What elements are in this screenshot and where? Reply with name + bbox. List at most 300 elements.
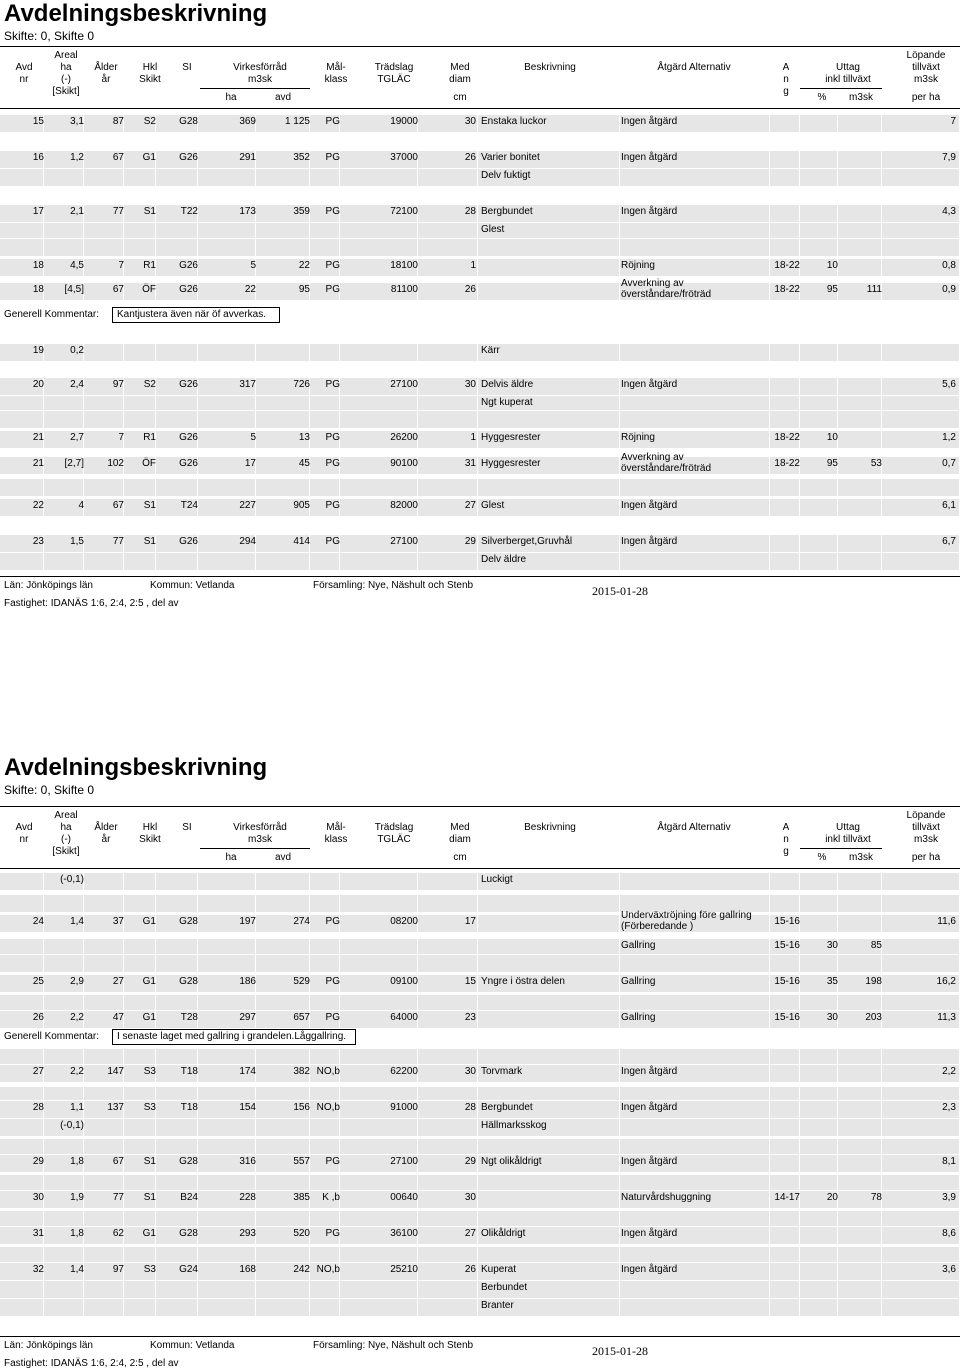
cell-areal: 1,1 xyxy=(70,1102,84,1113)
grid-divider xyxy=(881,1281,882,1299)
grid-divider xyxy=(255,895,256,913)
cell-alder: 147 xyxy=(107,1066,124,1077)
grid-divider xyxy=(339,239,340,257)
cell-atg2: Gallring xyxy=(621,940,656,951)
grid-divider xyxy=(123,344,124,362)
grid-divider xyxy=(477,151,478,169)
cell-diam: 30 xyxy=(464,1066,476,1077)
cell-atg: Ingen åtgärd xyxy=(621,1228,678,1239)
cell-hkl: ÖF xyxy=(142,284,156,295)
cell-avd: 22 xyxy=(32,500,44,511)
cell-atg: Avverkning av överståndare/fröträd xyxy=(621,452,712,474)
grid-divider xyxy=(799,1065,800,1083)
header-lopande: Löpande tillväxt m3sk xyxy=(906,50,946,85)
grid-divider xyxy=(155,895,156,913)
grid-divider xyxy=(769,873,770,891)
header-uttag: Uttag inkl tillväxt xyxy=(825,822,871,845)
cell-pct: 20 xyxy=(826,1192,838,1203)
grid-divider xyxy=(769,344,770,362)
cell-si: G26 xyxy=(179,536,198,547)
cell-diam: 28 xyxy=(464,206,476,217)
grid-divider xyxy=(799,1119,800,1137)
cell-si: G26 xyxy=(179,379,198,390)
cell-si: G26 xyxy=(179,458,198,469)
grid-divider xyxy=(769,1299,770,1317)
header-avd-nr: Avd nr xyxy=(15,822,33,845)
cell-hkl: S2 xyxy=(143,116,156,127)
cell-lop: 3,9 xyxy=(942,1192,956,1203)
cell-hkl: S1 xyxy=(143,536,156,547)
cell-vha: 297 xyxy=(239,1012,256,1023)
cell-avd: 24 xyxy=(32,916,44,927)
cell-alder: 87 xyxy=(112,116,124,127)
header-med-diam: Med diam xyxy=(449,62,471,85)
cell-alder: 7 xyxy=(118,432,124,443)
cell-alder: 62 xyxy=(112,1228,124,1239)
cell-vha: 174 xyxy=(239,1066,256,1077)
grid-divider xyxy=(309,955,310,973)
cell-trad: 62200 xyxy=(390,1066,418,1077)
row-band xyxy=(0,552,960,570)
cell-trad: 82000 xyxy=(390,500,418,511)
cell-besk: Silverberget,Gruvhål xyxy=(481,536,573,547)
cell-besk: Yngre i östra delen xyxy=(481,976,565,987)
grid-divider xyxy=(799,1281,800,1299)
header-tradslag: Trädslag TGLÄC xyxy=(374,822,414,845)
grid-divider xyxy=(255,873,256,891)
grid-divider xyxy=(43,169,44,187)
cell-diam: 1 xyxy=(470,432,476,443)
cell-lop: 6,1 xyxy=(942,500,956,511)
grid-divider xyxy=(477,1101,478,1119)
grid-divider xyxy=(619,411,620,429)
cell-alder: 77 xyxy=(112,1192,124,1203)
grid-divider xyxy=(619,1191,620,1209)
grid-divider xyxy=(417,955,418,973)
header-hkl-skikt: Hkl Skikt xyxy=(139,822,161,845)
grid-divider xyxy=(155,169,156,187)
cell-diam: 26 xyxy=(464,284,476,295)
footer-forsamling: Församling: Nye, Näshult och Stenb xyxy=(313,580,474,591)
cell-hkl: G1 xyxy=(142,1228,156,1239)
grid-divider xyxy=(769,239,770,257)
grid-divider xyxy=(477,895,478,913)
cell-mal: PG xyxy=(325,152,340,163)
grid-divider xyxy=(339,1281,340,1299)
grid-divider xyxy=(417,895,418,913)
cell-diam: 17 xyxy=(464,916,476,927)
grid-divider xyxy=(477,1281,478,1299)
grid-divider xyxy=(799,535,800,553)
cell-lop: 2,2 xyxy=(942,1066,956,1077)
grid-divider xyxy=(417,239,418,257)
cell-trad: 91000 xyxy=(390,1102,418,1113)
grid-divider xyxy=(837,411,838,429)
cell-alder: 137 xyxy=(107,1102,124,1113)
grid-divider xyxy=(339,553,340,571)
cell-avd: 21 xyxy=(32,432,44,443)
grid-divider xyxy=(123,895,124,913)
grid-divider xyxy=(309,169,310,187)
cell-avd: 18 xyxy=(32,260,44,271)
cell-vavd: 22 xyxy=(298,260,310,271)
cell-avd: 15 xyxy=(32,116,44,127)
cell-atg: Naturvårdshuggning xyxy=(621,1192,712,1203)
grid-divider xyxy=(155,239,156,257)
grid-divider xyxy=(619,259,620,277)
page-date: 2015-01-28 xyxy=(592,584,648,598)
grid-divider xyxy=(837,169,838,187)
cell-hkl: S3 xyxy=(143,1264,156,1275)
grid-divider xyxy=(123,479,124,497)
cell-diam: 27 xyxy=(464,500,476,511)
grid-divider xyxy=(123,1119,124,1137)
grid-divider xyxy=(83,239,84,257)
grid-divider xyxy=(123,411,124,429)
cell-hkl: S1 xyxy=(143,206,156,217)
cell-mal: PG xyxy=(325,1156,340,1167)
cell-trad: 18100 xyxy=(390,260,418,271)
header-virke-avd: avd xyxy=(274,92,292,103)
grid-divider xyxy=(43,479,44,497)
cell-mal: PG xyxy=(325,500,340,511)
cell-ang2: 15-16 xyxy=(774,940,800,951)
grid-divider xyxy=(619,955,620,973)
cell-mal: PG xyxy=(325,260,340,271)
cell-besk: Kuperat xyxy=(481,1264,517,1275)
grid-divider xyxy=(881,1119,882,1137)
grid-divider xyxy=(837,535,838,553)
cell-atg: Ingen åtgärd xyxy=(621,379,678,390)
cell-avd: 29 xyxy=(32,1156,44,1167)
grid-divider xyxy=(417,553,418,571)
cell-atg: Ingen åtgärd xyxy=(621,536,678,547)
grid-divider xyxy=(477,1065,478,1083)
cell-hkl: ÖF xyxy=(142,458,156,469)
grid-divider xyxy=(477,975,478,993)
cell-si: T24 xyxy=(180,500,198,511)
cell-lop: 2,3 xyxy=(942,1102,956,1113)
cell-trad: 09100 xyxy=(390,976,418,987)
grid-divider xyxy=(123,169,124,187)
grid-divider xyxy=(417,411,418,429)
cell-atg: Ingen åtgärd xyxy=(621,1066,678,1077)
cell-areal: 1,2 xyxy=(70,152,84,163)
grid-divider xyxy=(837,1263,838,1281)
cell-vha: 294 xyxy=(239,536,256,547)
grid-divider xyxy=(197,1119,198,1137)
cell-pct: 35 xyxy=(826,976,838,987)
cell-besk2: Delv äldre xyxy=(481,554,527,565)
grid-divider xyxy=(197,1281,198,1299)
cell-vha: 317 xyxy=(239,379,256,390)
cell-alder: 47 xyxy=(112,1012,124,1023)
header-alder: Ålder år xyxy=(94,62,118,85)
cell-hkl: S3 xyxy=(143,1066,156,1077)
header-areal: Areal ha (-) [Skikt] xyxy=(52,50,80,97)
grid-divider xyxy=(881,873,882,891)
cell-lop: 0,7 xyxy=(942,458,956,469)
grid-divider xyxy=(123,1299,124,1317)
grid-divider xyxy=(799,378,800,396)
cell-trad: 72100 xyxy=(390,206,418,217)
cell-lop: 1,2 xyxy=(942,432,956,443)
grid-divider xyxy=(769,411,770,429)
cell-m3: 203 xyxy=(865,1012,882,1023)
grid-divider xyxy=(799,499,800,517)
header-malklass: Mål- klass xyxy=(324,822,348,845)
row-band xyxy=(0,894,960,912)
grid-divider xyxy=(837,205,838,223)
grid-divider xyxy=(837,499,838,517)
grid-divider xyxy=(43,239,44,257)
grid-divider xyxy=(881,895,882,913)
grid-divider xyxy=(255,1299,256,1317)
cell-mal: PG xyxy=(325,206,340,217)
grid-divider xyxy=(197,344,198,362)
header-uttag-m3sk: m3sk xyxy=(849,852,873,863)
row-band xyxy=(0,478,960,496)
cell-ang: 18-22 xyxy=(774,284,800,295)
cell-avd: 32 xyxy=(32,1264,44,1275)
cell-vha: 197 xyxy=(239,916,256,927)
grid-divider xyxy=(799,873,800,891)
grid-divider xyxy=(837,1281,838,1299)
cell-areal: 2,9 xyxy=(70,976,84,987)
cell-vha: 293 xyxy=(239,1228,256,1239)
grid-divider xyxy=(837,378,838,396)
grid-divider xyxy=(123,1281,124,1299)
cell-trad: 90100 xyxy=(390,458,418,469)
cell-areal: 1,8 xyxy=(70,1156,84,1167)
cell-mal: NO,b xyxy=(316,1102,340,1113)
cell-alder: 7 xyxy=(118,260,124,271)
grid-divider xyxy=(43,955,44,973)
grid-divider xyxy=(309,1281,310,1299)
cell-vavd: 156 xyxy=(293,1102,310,1113)
grid-divider xyxy=(477,955,478,973)
header-uttag-rule xyxy=(800,88,882,89)
grid-divider xyxy=(339,479,340,497)
grid-divider xyxy=(255,239,256,257)
cell-si: G26 xyxy=(179,432,198,443)
cell-avd: 19 xyxy=(32,345,44,356)
cell-areal: 1,4 xyxy=(70,1264,84,1275)
grid-divider xyxy=(477,344,478,362)
cell-vavd: 13 xyxy=(298,432,310,443)
cell-diam: 26 xyxy=(464,152,476,163)
cell-si: T28 xyxy=(180,1012,198,1023)
cell-besk2: Hällmarksskog xyxy=(481,1120,547,1131)
grid-divider xyxy=(477,1155,478,1173)
grid-divider xyxy=(477,457,478,475)
cell-diam: 15 xyxy=(464,976,476,987)
row-band xyxy=(0,238,960,256)
grid-divider xyxy=(339,895,340,913)
footer-rule xyxy=(0,576,960,577)
header-beskrivning: Beskrivning xyxy=(524,62,576,73)
cell-vha: 291 xyxy=(239,152,256,163)
grid-divider xyxy=(339,955,340,973)
cell-besk: Hyggesrester xyxy=(481,458,541,469)
grid-divider xyxy=(123,239,124,257)
grid-divider xyxy=(255,955,256,973)
cell-diam: 29 xyxy=(464,536,476,547)
grid-divider xyxy=(309,1119,310,1137)
grid-divider xyxy=(155,1299,156,1317)
grid-divider xyxy=(837,115,838,133)
cell-avd: 27 xyxy=(32,1066,44,1077)
cell-pct2: 30 xyxy=(826,940,838,951)
footer-lan: Län: Jönköpings län xyxy=(4,1340,93,1351)
cell-m3: 78 xyxy=(870,1192,882,1203)
cell-vavd: 520 xyxy=(293,1228,310,1239)
cell-vavd: 45 xyxy=(298,458,310,469)
cell-vha: 5 xyxy=(250,260,256,271)
cell-besk: Glest xyxy=(481,500,505,511)
grid-divider xyxy=(837,1119,838,1137)
grid-divider xyxy=(769,479,770,497)
grid-divider xyxy=(799,1155,800,1173)
cell-mal: PG xyxy=(325,976,340,987)
grid-divider xyxy=(83,1299,84,1317)
grid-divider xyxy=(155,1281,156,1299)
grid-divider xyxy=(619,283,620,301)
cell-vavd: 382 xyxy=(293,1066,310,1077)
grid-divider xyxy=(417,873,418,891)
cell-atg: Gallring xyxy=(621,1012,656,1023)
header-virke-rule xyxy=(200,88,310,89)
grid-divider xyxy=(799,955,800,973)
cell-vavd: 95 xyxy=(298,284,310,295)
grid-divider xyxy=(799,239,800,257)
header-cm: cm xyxy=(453,852,467,863)
header-virkesforrad: Virkesförråd m3sk xyxy=(233,62,287,85)
cell-vavd: 529 xyxy=(293,976,310,987)
footer-fastighet: Fastighet: IDANÄS 1:6, 2:4, 2:5 , del av xyxy=(4,598,179,609)
grid-divider xyxy=(837,873,838,891)
grid-divider xyxy=(477,115,478,133)
grid-divider xyxy=(837,1101,838,1119)
grid-divider xyxy=(477,411,478,429)
cell-besk: Hyggesrester xyxy=(481,432,541,443)
grid-divider xyxy=(83,411,84,429)
cell-mal: PG xyxy=(325,916,340,927)
cell-atg: Ingen åtgärd xyxy=(621,206,678,217)
row-band xyxy=(0,1298,960,1316)
grid-divider xyxy=(255,169,256,187)
cell-alder: 27 xyxy=(112,976,124,987)
grid-divider xyxy=(155,873,156,891)
cell-avd: 18 xyxy=(32,284,44,295)
cell-avd: 21 xyxy=(32,458,44,469)
grid-divider xyxy=(417,1119,418,1137)
grid-divider xyxy=(417,1281,418,1299)
grid-divider xyxy=(619,479,620,497)
cell-besk: Kärr xyxy=(481,345,500,356)
footer-fastighet: Fastighet: IDANÄS 1:6, 2:4, 2:5 , del av xyxy=(4,1358,179,1369)
header-areal: Areal ha (-) [Skikt] xyxy=(52,810,80,857)
page-date: 2015-01-28 xyxy=(592,1344,648,1358)
grid-divider xyxy=(197,553,198,571)
grid-divider xyxy=(837,553,838,571)
grid-divider xyxy=(837,239,838,257)
cell-besk: Torvmark xyxy=(481,1066,523,1077)
grid-divider xyxy=(477,1299,478,1317)
header-si: SI xyxy=(182,822,192,833)
cell-hkl: S1 xyxy=(143,1192,156,1203)
cell-ang: 15-16 xyxy=(774,916,800,927)
cell-diam: 23 xyxy=(464,1012,476,1023)
cell-si: G28 xyxy=(179,916,198,927)
cell-besk: Varier bonitet xyxy=(481,152,540,163)
grid-divider xyxy=(799,115,800,133)
grid-divider xyxy=(837,1299,838,1317)
cell-vavd: 557 xyxy=(293,1156,310,1167)
cell-besk: Delvis äldre xyxy=(481,379,534,390)
cell-atg: Ingen åtgärd xyxy=(621,152,678,163)
cell-mal: NO,b xyxy=(316,1264,340,1275)
grid-divider xyxy=(799,1299,800,1317)
grid-divider xyxy=(43,553,44,571)
cell-avd: 23 xyxy=(32,536,44,547)
grid-divider xyxy=(799,479,800,497)
grid-divider xyxy=(255,411,256,429)
header-si: SI xyxy=(182,62,192,73)
grid-divider xyxy=(769,1119,770,1137)
cell-vavd: 726 xyxy=(293,379,310,390)
grid-divider xyxy=(417,1299,418,1317)
header-atgard: Åtgärd Alternativ xyxy=(657,62,731,73)
grid-divider xyxy=(477,915,478,933)
cell-si: G26 xyxy=(179,152,198,163)
grid-divider xyxy=(477,169,478,187)
page-subtitle: Skifte: 0, Skifte 0 xyxy=(4,783,95,797)
cell-atg: Avverkning av överståndare/fröträd xyxy=(621,278,712,300)
grid-divider xyxy=(155,344,156,362)
cell-trad: 26200 xyxy=(390,432,418,443)
cell-areal: 2,4 xyxy=(70,379,84,390)
cell-si: T22 xyxy=(180,206,198,217)
cell-vha: 227 xyxy=(239,500,256,511)
cell-besk: Bergbundet xyxy=(481,1102,533,1113)
cell-areal: 2,2 xyxy=(70,1012,84,1023)
cell-trad: 00640 xyxy=(390,1192,418,1203)
footer-kommun: Kommun: Vetlanda xyxy=(150,1340,235,1351)
page-subtitle: Skifte: 0, Skifte 0 xyxy=(4,29,95,43)
grid-divider xyxy=(477,535,478,553)
cell-trad: 25210 xyxy=(390,1264,418,1275)
header-per-ha: per ha xyxy=(911,852,941,863)
header-tradslag: Trädslag TGLÄC xyxy=(374,62,414,85)
cell-alder: 77 xyxy=(112,536,124,547)
cell-atg: Ingen åtgärd xyxy=(621,500,678,511)
grid-divider xyxy=(255,1119,256,1137)
cell-ang: 18-22 xyxy=(774,260,800,271)
grid-divider xyxy=(881,479,882,497)
cell-hkl: S1 xyxy=(143,1156,156,1167)
grid-divider xyxy=(477,553,478,571)
cell-avd: 20 xyxy=(32,379,44,390)
cell-atg: Ingen åtgärd xyxy=(621,1264,678,1275)
cell-m3: 111 xyxy=(866,284,882,295)
grid-divider xyxy=(43,895,44,913)
row-band xyxy=(0,872,960,890)
cell-atg: Ingen åtgärd xyxy=(621,1156,678,1167)
cell-areal: 1,8 xyxy=(70,1228,84,1239)
cell-avd: 17 xyxy=(32,206,44,217)
cell-trad: 27100 xyxy=(390,1156,418,1167)
